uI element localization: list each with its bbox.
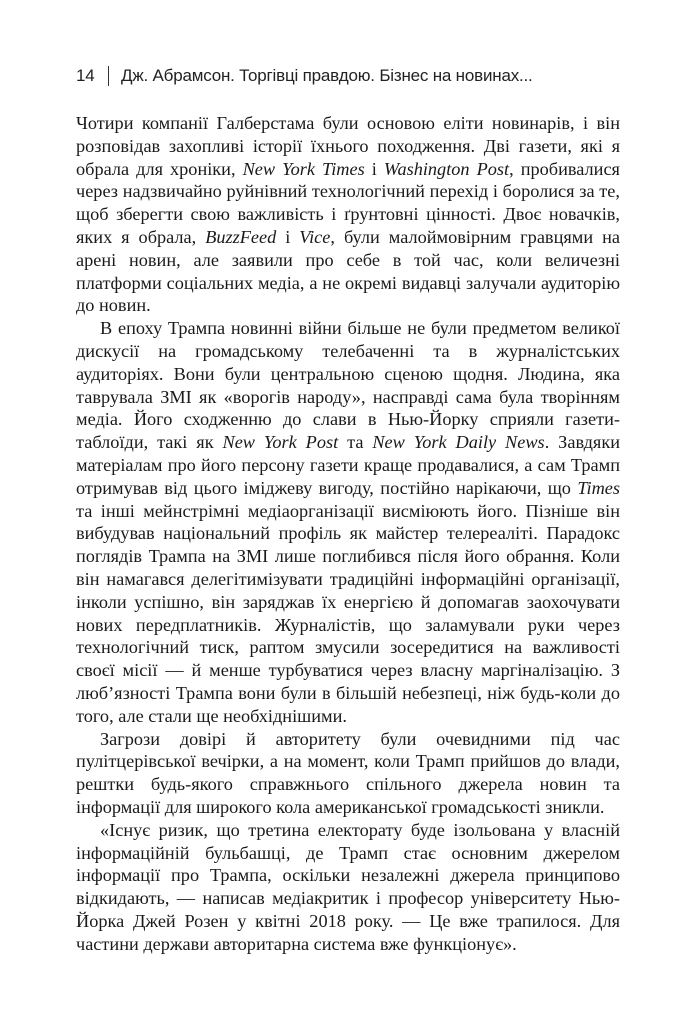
header-divider bbox=[108, 66, 109, 86]
text-run: та bbox=[338, 432, 373, 453]
running-header bbox=[76, 64, 636, 88]
paragraph bbox=[76, 112, 620, 317]
publication-title: Washington Post bbox=[383, 158, 510, 179]
publication-title: BuzzFeed bbox=[205, 226, 277, 247]
text-run: і bbox=[364, 158, 384, 179]
publication-title: Times bbox=[577, 477, 620, 498]
text-run: , пробивалися через надзвичайно руйнівний технологічний перехід і боролися за те, щоб зберегти свою важливість і ґрунтовні цінності. Двоє новачків, яких я обрала, bbox=[76, 158, 620, 247]
text-run: . Завдяки матеріалам про його персону газети краще продавалися, а сам Трамп отримував від цього іміджеву вигоду, постійно нарікаючи, що bbox=[76, 432, 620, 498]
text-run: «Існує ризик, що третина електорату буде ізольована у власній інформаційній бульбашці, де Трамп стає основним джерелом інформації про Трампа, оскільки незалежні джерела принципово відкидають, — написав медіакритик і професор університету Нью-Йорка Джей Розен у квітні 2018 року. — Це вже трапилося. Для частини держави авторитарна система вже функціонує». bbox=[76, 819, 620, 954]
body-text bbox=[76, 112, 620, 955]
text-run: В епоху Трампа новинні війни більше не були предметом великої дискусії на громадському телебаченні та в журналістських аудиторіях. Вони були центральною сценою щодня. Людина, яка таврувала ЗМІ як «ворогів народу», насправді сама була творінням медіа. Його сходженню до слави в Нью-Йорку сприяли газети-таблоїди, такі як bbox=[76, 318, 620, 453]
running-title: Дж. Абрамсон. Торгівці правдою. Бізнес на новинах... bbox=[121, 66, 533, 85]
publication-title: Vice bbox=[299, 226, 331, 247]
paragraph bbox=[76, 728, 620, 819]
text-run: Загрози довірі й авторитету були очевидними під час пулітцерівської вечірки, а на момент, коли Трамп прийшов до влади, рештки будь-якого справжнього спільного джерела новин та інформації для широкого кола американської громадськості зникли. bbox=[76, 728, 620, 817]
paragraph bbox=[76, 317, 620, 727]
text-run: Чотири компанії Галберстама були основою еліти новинарів, і він розповідав захопливі історії їхнього походження. Дві газети, які я обрала для хроніки, bbox=[76, 113, 620, 179]
publication-title: New York Daily News bbox=[372, 432, 545, 453]
page-number: 14 bbox=[76, 66, 95, 85]
publication-title: New York Times bbox=[242, 158, 365, 179]
text-run: та інші мейнстрімні медіаорганізації висміюють його. Пізніше він вибудував національний профіль як майстер телереаліті. Парадокс поглядів Трампа на ЗМІ лише поглибився після його обрання. Коли він намагався делегітимізувати традиційні інформаційні організації, інколи успішно, він заряджав їх енергією й допомагав заохочувати нових передплатників. Журналістів, що заламували руки через технологічний тиск, раптом змусили зосередитися на важливості своєї місії — й менше турбуватися через власну маргіналізацію. З люб’язності Трампа вони були в більшій небезпеці, ніж будь-коли до того, але стали ще необхіднішими. bbox=[76, 500, 620, 726]
text-run: і bbox=[276, 226, 300, 247]
text-run: , були малоймовірним гравцями на арені новин, але заявили про себе в той час, коли величезні платформи соціальних медіа, а не окремі видавці залучали аудиторію до новин. bbox=[76, 226, 620, 316]
paragraph bbox=[76, 819, 620, 956]
publication-title: New York Post bbox=[222, 432, 339, 453]
